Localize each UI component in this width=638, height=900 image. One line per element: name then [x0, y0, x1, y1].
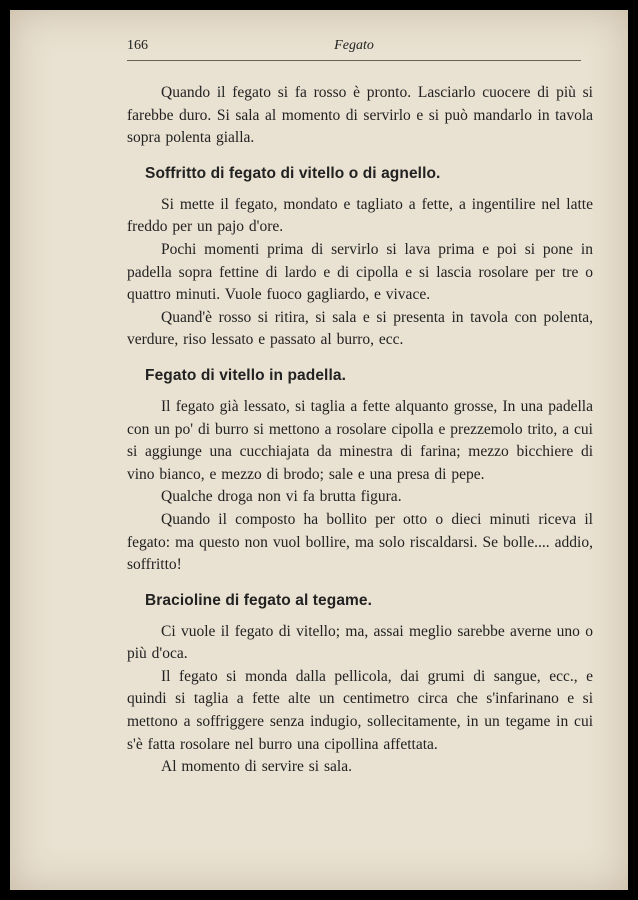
body-paragraph: Ci vuole il fegato di vitello; ma, assai meglio sarebbe averne uno o più d'oca.	[127, 622, 593, 663]
body-paragraph: Quando il fegato si fa rosso è pronto. Lasciarlo cuocere di più si farebbe duro. Si sala al momento di servirlo e si può mandarlo in tavola sopra polenta gialla.	[127, 84, 593, 147]
section-heading: Bracioline di fegato al tegame.	[145, 591, 373, 609]
body-paragraph: Qualche droga non vi fa brutta figura.	[161, 488, 402, 506]
body-paragraph: Al momento di servire si sala.	[161, 758, 352, 776]
book-page	[10, 10, 628, 890]
section-heading: Fegato di vitello in padella.	[145, 366, 346, 384]
running-header	[127, 36, 581, 61]
body-paragraph: Il fegato si monda dalla pellicola, dai grumi di sangue, ecc., e quindi si taglia a fette alte un centimetro circa che s'infarinano e si mettono a soffriggere senza indugio, sollecitamente, in un tegame in cui s'è fatta rosolare nel burro una cipollina affettata.	[127, 667, 593, 753]
running-title: Fegato	[334, 38, 374, 53]
body-paragraph: Quand'è rosso si ritira, si sala e si presenta in tavola con polenta, verdure, riso lessato e passato al burro, ecc.	[127, 308, 593, 349]
body-paragraph: Il fegato già lessato, si taglia a fette alquanto grosse, In una padella con un po' di burro si mettono a rosolare cipolla e prezzemolo trito, a cui si aggiunge una cucchiajata da minestra di farina; mezzo bicchiere di vino bianco, e mezzo di brodo; sale e una presa di pepe.	[127, 397, 593, 483]
body-paragraph: Si mette il fegato, mondato e tagliato a fette, a ingentilire nel latte freddo per un pajo d'ore.	[127, 195, 593, 236]
section-heading: Soffritto di fegato di vitello o di agnello.	[145, 164, 441, 182]
page-body	[127, 82, 593, 779]
body-paragraph: Pochi momenti prima di servirlo si lava prima e poi si pone in padella sopra fettine di lardo e di cipolla e si lascia rosolare per tre o quattro minuti. Vuole fuoco gagliardo, e vivace.	[127, 240, 593, 304]
body-paragraph: Quando il composto ha bollito per otto o dieci minuti riceva il fegato: ma questo non vuol bollire, ma solo riscaldarsi. Se bolle.... addio, soffritto!	[127, 510, 593, 574]
page-number: 166	[127, 38, 148, 53]
